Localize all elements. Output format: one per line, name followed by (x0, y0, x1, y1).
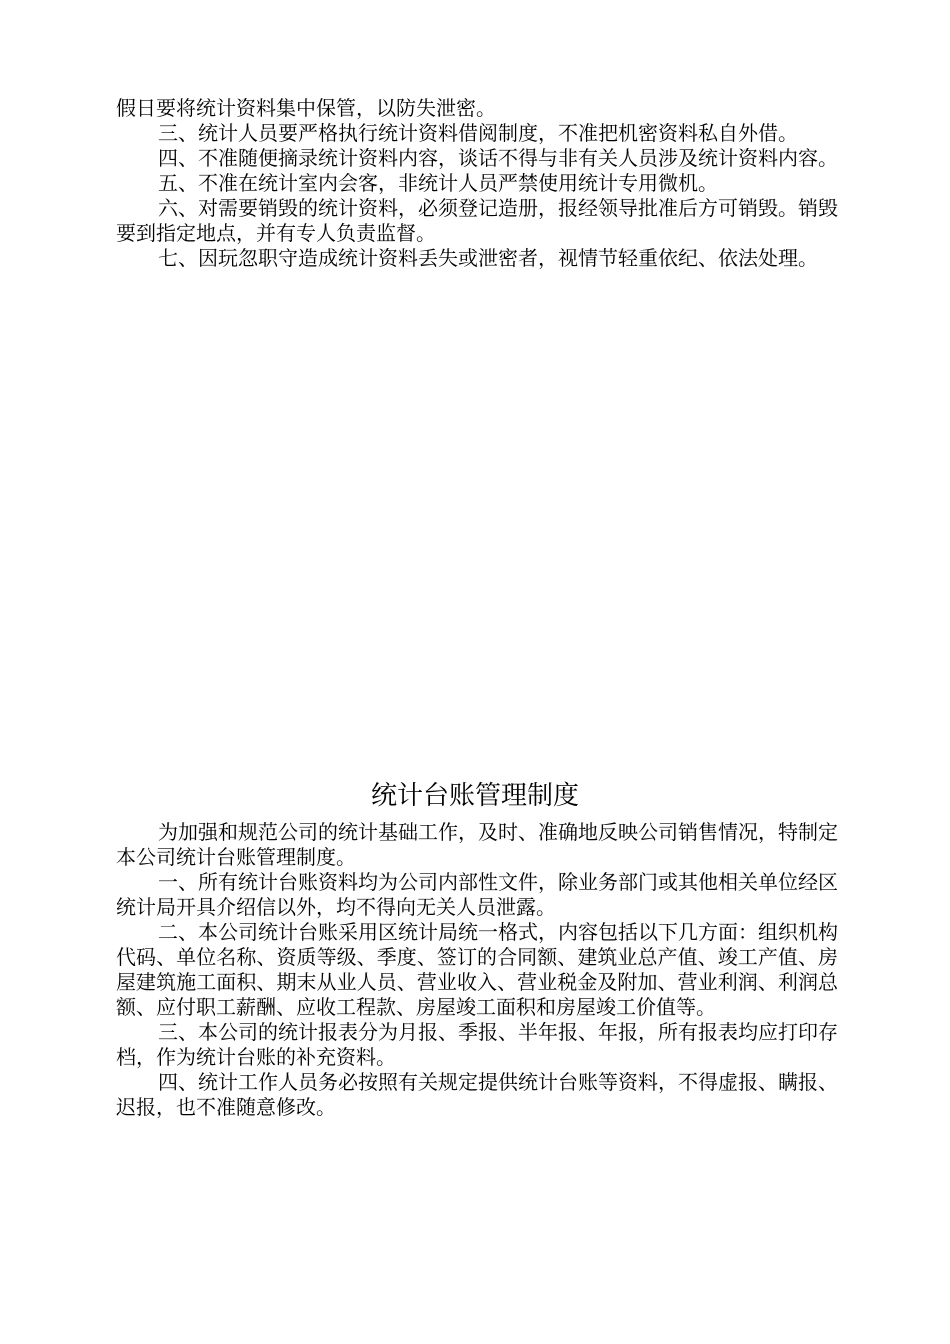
top-text-section (116, 96, 838, 271)
paragraph-rule-3: 三、统计人员要严格执行统计资料借阅制度，不准把机密资料私自外借。 (158, 121, 798, 145)
paragraph-intro: 为加强和规范公司的统计基础工作，及时、准确地反映公司销售情况，特制定本公司统计台账管理制度。 (116, 820, 838, 869)
paragraph-rule-6: 六、对需要销毁的统计资料，必须登记造册，报经领导批准后方可销毁。销毁要到指定地点，并有专人负责监督。 (116, 196, 838, 245)
paragraph-continuation: 假日要将统计资料集中保管，以防失泄密。 (116, 96, 496, 120)
paragraph-item-2: 二、本公司统计台账采用区统计局统一格式，内容包括以下几方面：组织机构代码、单位名称、资质等级、季度、签订的合同额、建筑业总产值、竣工产值、房屋建筑施工面积、期末从业人员、营业收入、营业税金及附加、营业利润、利润总额、应付职工薪酬、应收工程款、房屋竣工面积和房屋竣工价值等。 (116, 920, 838, 1019)
paragraph-item-1: 一、所有统计台账资料均为公司内部性文件，除业务部门或其他相关单位经区统计局开具介绍信以外，均不得向无关人员泄露。 (116, 870, 838, 919)
paragraph-item-4: 四、统计工作人员务必按照有关规定提供统计台账等资料，不得虚报、瞒报、迟报，也不准随意修改。 (116, 1070, 838, 1119)
paragraph-item-3: 三、本公司的统计报表分为月报、季报、半年报、年报，所有报表均应打印存档，作为统计台账的补充资料。 (116, 1020, 838, 1069)
paragraph-rule-7: 七、因玩忽职守造成统计资料丢失或泄密者，视情节轻重依纪、依法处理。 (158, 246, 818, 270)
section-title: 统计台账管理制度 (370, 781, 579, 811)
paragraph-rule-5: 五、不准在统计室内会客，非统计人员严禁使用统计专用微机。 (158, 171, 718, 195)
bottom-text-section (116, 820, 838, 1120)
paragraph-rule-4: 四、不准随便摘录统计资料内容，谈话不得与非有关人员涉及统计资料内容。 (158, 146, 838, 170)
